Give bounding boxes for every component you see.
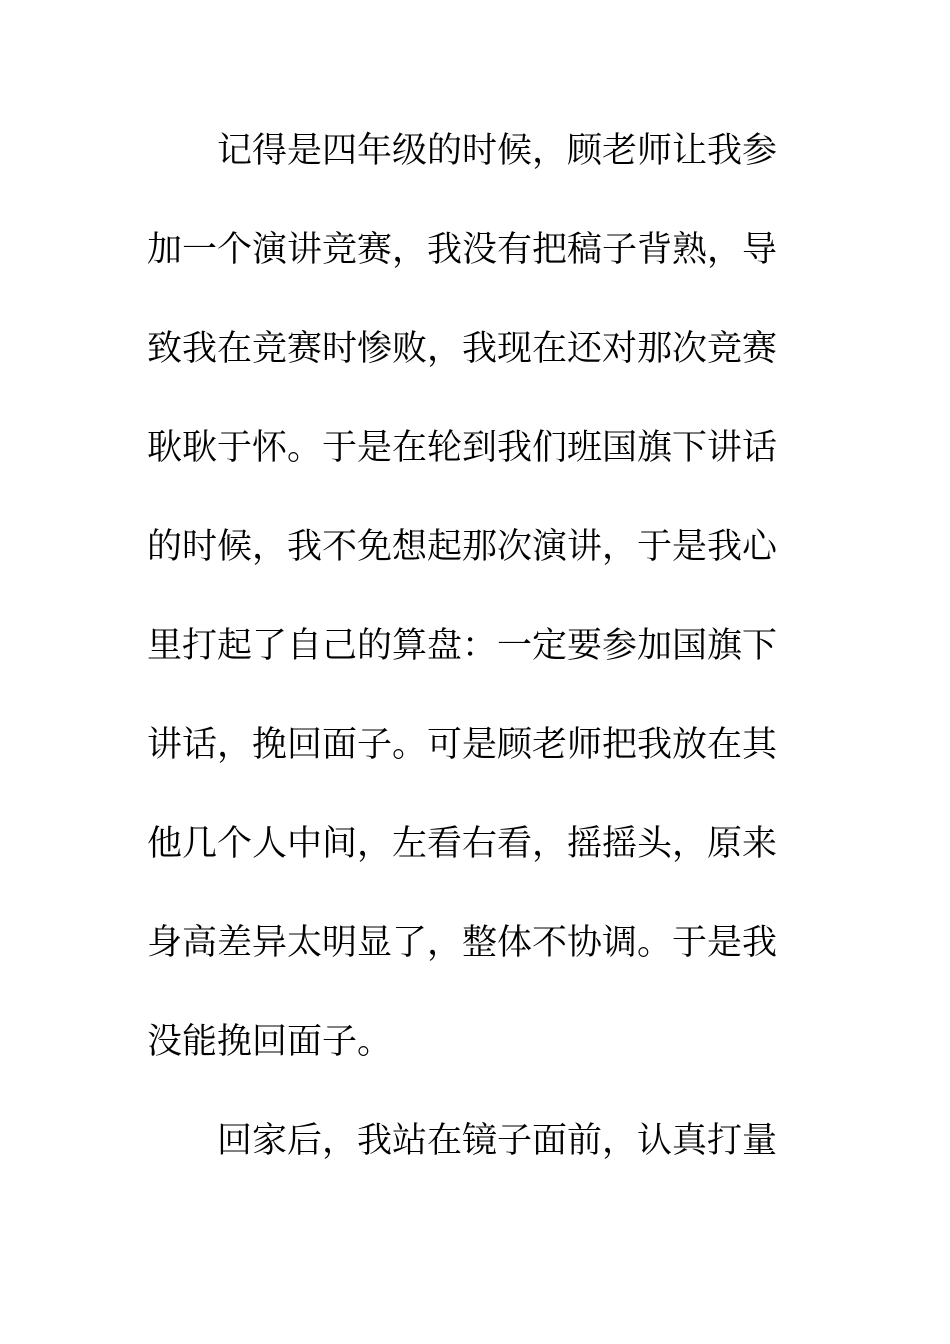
paragraph-1	[147, 126, 787, 1116]
text-line: 的时候，我不免想起那次演讲，于是我心	[147, 527, 778, 567]
text-line: 讲话，挽回面子。可是顾老师把我放在其	[147, 725, 778, 765]
text-line: 身高差异太明显了，整体不协调。于是我	[147, 923, 778, 963]
text-line: 记得是四年级的时候，顾老师让我参	[217, 131, 778, 171]
text-line: 里打起了自己的算盘：一定要参加国旗下	[147, 626, 778, 666]
text-line: 致我在竞赛时惨败，我现在还对那次竞赛	[147, 329, 778, 369]
text-line: 回家后，我站在镜子面前，认真打量	[217, 1121, 778, 1161]
text-line: 没能挽回面子。	[147, 1022, 393, 1062]
text-line: 耿耿于怀。于是在轮到我们班国旗下讲话	[147, 428, 778, 468]
text-line: 加一个演讲竞赛，我没有把稿子背熟，导	[147, 230, 778, 270]
paragraph-2	[147, 1116, 787, 1215]
text-line: 他几个人中间，左看右看，摇摇头，原来	[147, 824, 778, 864]
document-body	[147, 126, 787, 1215]
